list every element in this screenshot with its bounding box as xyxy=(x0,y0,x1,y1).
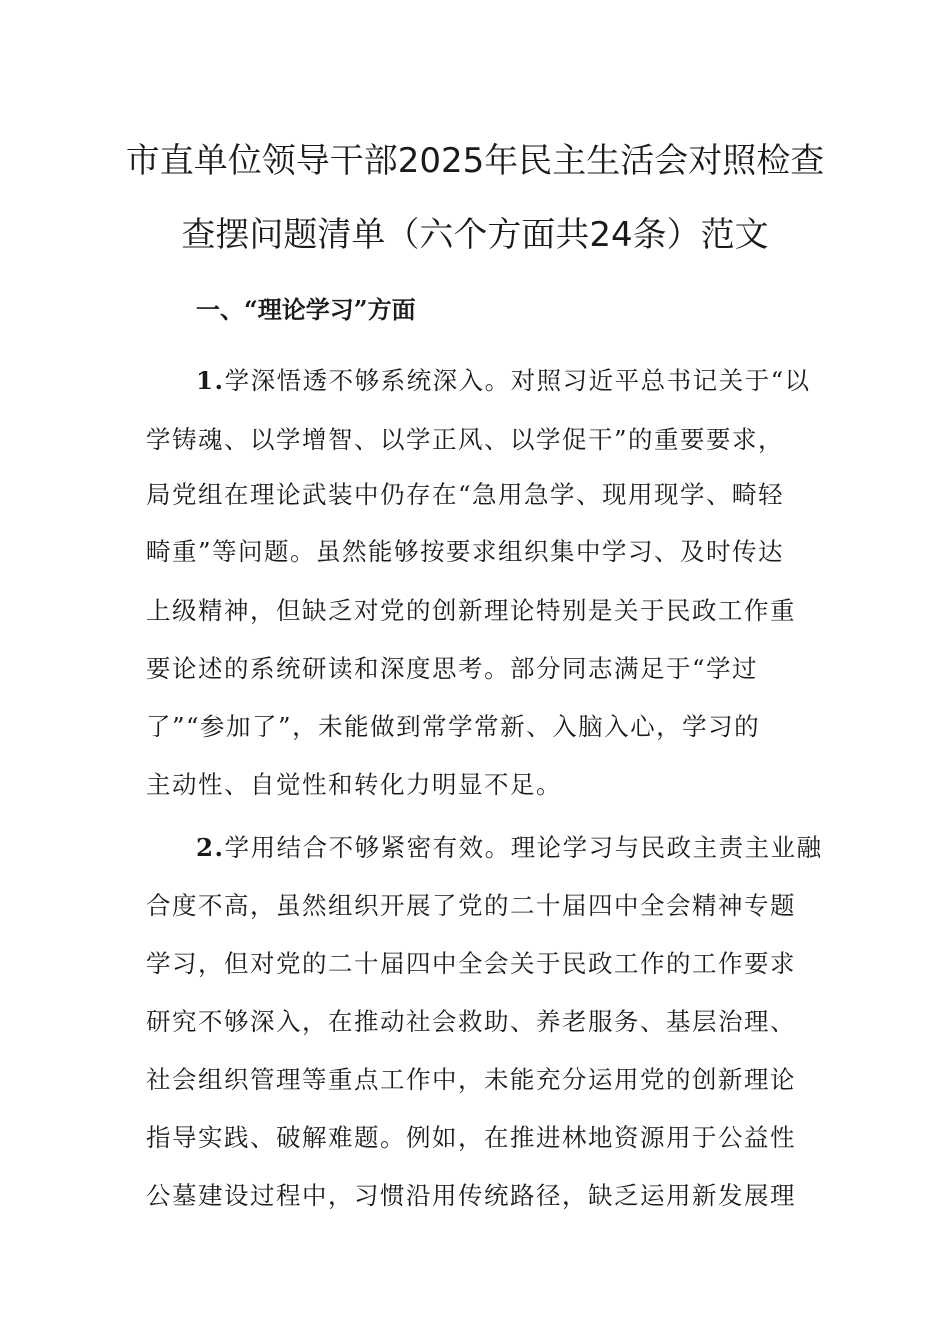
paragraph-2-line-6: 指导实践、破解难题。例如，在推进林地资源用于公益性 xyxy=(146,1123,796,1152)
paragraph-2-line-5: 社会组织管理等重点工作中，未能充分运用党的创新理论 xyxy=(146,1065,796,1094)
paragraph-1-line-4: 畸重”等问题。虽然能够按要求组织集中学习、及时传达 xyxy=(146,537,785,566)
paragraph-1-line-5: 上级精神，但缺乏对党的创新理论特别是关于民政工作重 xyxy=(146,596,796,625)
paragraph-2-line-2: 合度不高，虽然组织开展了党的二十届四中全会精神专题 xyxy=(146,891,796,920)
section-heading-theory-study: 一、“理论学习”方面 xyxy=(196,295,416,324)
paragraph-1-line-2: 学铸魂、以学增智、以学正风、以学促干”的重要要求， xyxy=(146,425,785,454)
paragraph-1-line-7: 了”“参加了”，未能做到常学常新、入脑入心，学习的 xyxy=(146,712,761,741)
paragraph-line-text: 学深悟透不够系统深入。对照习近平总书记关于“以 xyxy=(224,366,811,395)
paragraph-1-line-1 xyxy=(196,362,811,397)
paragraph-2-number: 2. xyxy=(196,833,225,862)
paragraph-line-text: 学用结合不够紧密有效。理论学习与民政主责主业融 xyxy=(224,833,823,862)
paragraph-1-line-6: 要论述的系统研读和深度思考。部分同志满足于“学过 xyxy=(146,654,759,683)
document-title-line-2: 查摆问题清单（六个方面共24条）范文 xyxy=(181,215,769,255)
paragraph-1-line-8: 主动性、自觉性和转化力明显不足。 xyxy=(146,770,562,799)
paragraph-2-line-4: 研究不够深入，在推动社会救助、养老服务、基层治理、 xyxy=(146,1007,796,1036)
paragraph-1-number: 1. xyxy=(196,366,225,395)
paragraph-2-line-7: 公墓建设过程中，习惯沿用传统路径，缺乏运用新发展理 xyxy=(146,1181,796,1210)
paragraph-2-line-1 xyxy=(196,829,823,864)
paragraph-1-line-3: 局党组在理论武装中仍存在“急用急学、现用现学、畸轻 xyxy=(146,480,785,509)
document-title-line-1: 市直单位领导干部2025年民主生活会对照检查 xyxy=(125,141,825,181)
paragraph-2-line-3: 学习，但对党的二十届四中全会关于民政工作的工作要求 xyxy=(146,949,796,978)
